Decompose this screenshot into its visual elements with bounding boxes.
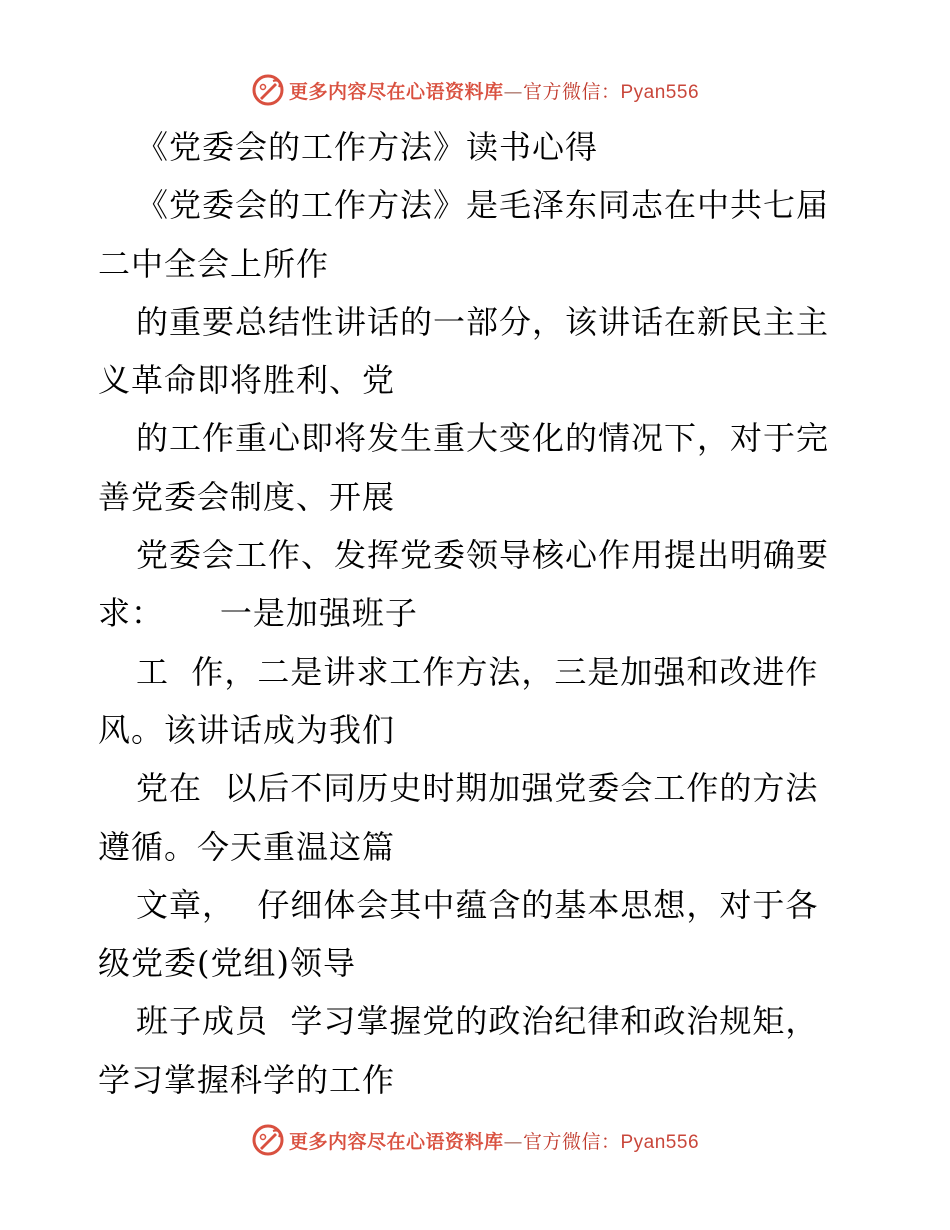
footer-watermark bbox=[0, 1120, 950, 1160]
text-line: 《党委会的工作方法》读书心得 bbox=[136, 128, 599, 166]
watermark-sub-text: 官方微信： bbox=[522, 1130, 621, 1153]
watermark-text bbox=[289, 1127, 699, 1154]
text-line: 风。该讲话成为我们 bbox=[98, 710, 396, 749]
watermark-main-text: 更多内容尽在心语资料库 bbox=[288, 80, 504, 103]
text-line: 《党委会的工作方法》是毛泽东同志在中共七届 bbox=[136, 186, 830, 225]
watermark-dash: — bbox=[503, 80, 523, 103]
text-line: 级党委(党组)领导 bbox=[98, 944, 356, 983]
text-line: 党在 以后不同历史时期加强党委会工作的方法 bbox=[136, 769, 819, 808]
text-line: 的重要总结性讲话的一部分，该讲话在新民主主 bbox=[136, 302, 830, 341]
watermark-text bbox=[289, 77, 699, 104]
text-line: 善党委会制度、开展 bbox=[98, 477, 396, 516]
text-line: 文章， 仔细体会其中蕴含的基本思想，对于各 bbox=[136, 885, 819, 924]
watermark-sub-text: 官方微信： bbox=[522, 80, 621, 103]
quill-logo-icon bbox=[251, 1123, 285, 1157]
text-line: 学习掌握科学的工作 bbox=[98, 1060, 396, 1099]
header-watermark bbox=[0, 70, 950, 110]
watermark-dash: — bbox=[503, 1130, 523, 1153]
text-line: 遵循。今天重温这篇 bbox=[98, 827, 396, 866]
text-line: 工 作，二是讲求工作方法，三是加强和改进作 bbox=[136, 652, 819, 691]
text-line: 义革命即将胜利、党 bbox=[98, 361, 396, 400]
text-line: 班子成员 学习掌握党的政治纪律和政治规矩， bbox=[136, 1002, 819, 1041]
watermark-main-text: 更多内容尽在心语资料库 bbox=[288, 1130, 504, 1153]
text-line: 党委会工作、发挥党委领导核心作用提出明确要 bbox=[136, 536, 830, 575]
document-body bbox=[98, 118, 858, 1109]
text-line: 的工作重心即将发生重大变化的情况下，对于完 bbox=[136, 419, 830, 458]
quill-logo-icon bbox=[251, 73, 285, 107]
watermark-wechat-id: Pyan556 bbox=[620, 81, 700, 103]
text-line: 二中全会上所作 bbox=[98, 244, 330, 283]
text-line: 求： 一是加强班子 bbox=[98, 594, 418, 633]
watermark-wechat-id: Pyan556 bbox=[620, 1131, 700, 1153]
